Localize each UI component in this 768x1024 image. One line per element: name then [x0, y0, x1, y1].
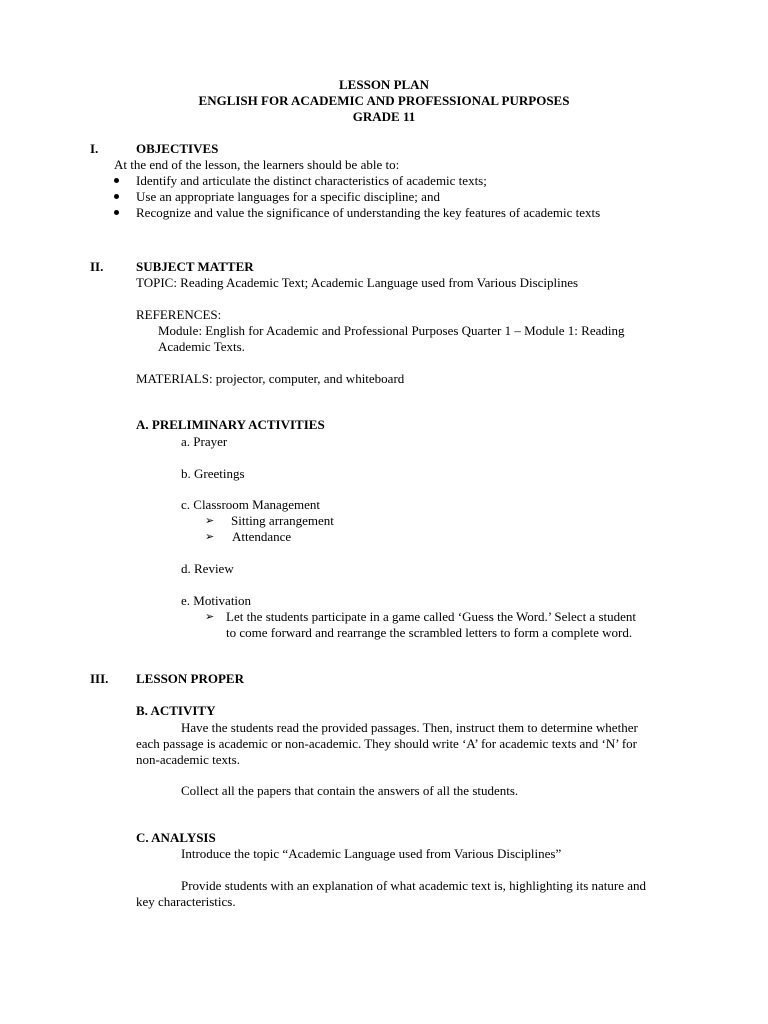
reference-line-1: Module: English for Academic and Professional Purposes Quarter 1 – Module 1: Reading: [158, 323, 625, 338]
section-numeral-3: III.: [90, 671, 109, 686]
section-numeral-2: II.: [90, 259, 104, 274]
topic-text: TOPIC: Reading Academic Text; Academic Language used from Various Disciplines: [136, 275, 579, 290]
bullet-icon: [114, 194, 119, 199]
analysis-heading: C. ANALYSIS: [136, 830, 216, 845]
arrow-bullet-icon: ➢: [205, 610, 215, 623]
arrow-bullet-icon: ➢: [205, 514, 215, 527]
reference-line-2: Academic Texts.: [158, 339, 245, 354]
doc-title: LESSON PLAN: [339, 77, 429, 92]
doc-subject: ENGLISH FOR ACADEMIC AND PROFESSIONAL PURPOSES: [198, 93, 570, 108]
activity-heading: B. ACTIVITY: [136, 703, 216, 718]
objectives-heading: OBJECTIVES: [136, 141, 219, 156]
bullet-icon: [114, 210, 119, 215]
section-numeral-1: I.: [90, 141, 99, 156]
activity-line-1: Have the students read the provided passages. Then, instruct them to determine whether: [181, 720, 638, 735]
activity-line-4: Collect all the papers that contain the answers of all the students.: [181, 783, 519, 798]
motivation-line-2: to come forward and rearrange the scrambled letters to form a complete word.: [226, 625, 633, 640]
attendance-item: Attendance: [232, 529, 292, 544]
greetings-item: b. Greetings: [181, 466, 245, 481]
lesson-proper-heading: LESSON PROPER: [136, 671, 244, 686]
activity-line-3: non-academic texts.: [136, 752, 240, 767]
sitting-arrangement-item: Sitting arrangement: [231, 513, 334, 528]
prayer-item: a. Prayer: [181, 434, 228, 449]
classroom-management-item: c. Classroom Management: [181, 497, 320, 512]
objective-item-2: Use an appropriate languages for a specific discipline; and: [136, 189, 440, 204]
review-item: d. Review: [181, 561, 234, 576]
objectives-intro: At the end of the lesson, the learners should be able to:: [114, 157, 400, 172]
objective-item-1: Identify and articulate the distinct characteristics of academic texts;: [136, 173, 487, 188]
activity-line-2: each passage is academic or non-academic. They should write ‘A’ for academic texts and ‘N’ for: [136, 736, 638, 751]
motivation-item: e. Motivation: [181, 593, 252, 608]
arrow-bullet-icon: ➢: [205, 530, 215, 543]
materials-text: MATERIALS: projector, computer, and whiteboard: [136, 371, 405, 386]
references-label: REFERENCES:: [136, 307, 222, 322]
objective-item-3: Recognize and value the significance of understanding the key features of academic texts: [136, 205, 601, 220]
doc-grade: GRADE 11: [352, 109, 416, 124]
motivation-line-1: Let the students participate in a game called ‘Guess the Word.’ Select a student: [226, 609, 637, 624]
bullet-icon: [114, 178, 119, 183]
analysis-line-1: Introduce the topic “Academic Language used from Various Disciplines”: [181, 846, 562, 861]
subject-matter-heading: SUBJECT MATTER: [136, 259, 254, 274]
preliminary-heading: A. PRELIMINARY ACTIVITIES: [136, 417, 325, 432]
analysis-line-2: Provide students with an explanation of what academic text is, highlighting its nature and: [181, 878, 647, 893]
analysis-line-3: key characteristics.: [136, 894, 236, 909]
